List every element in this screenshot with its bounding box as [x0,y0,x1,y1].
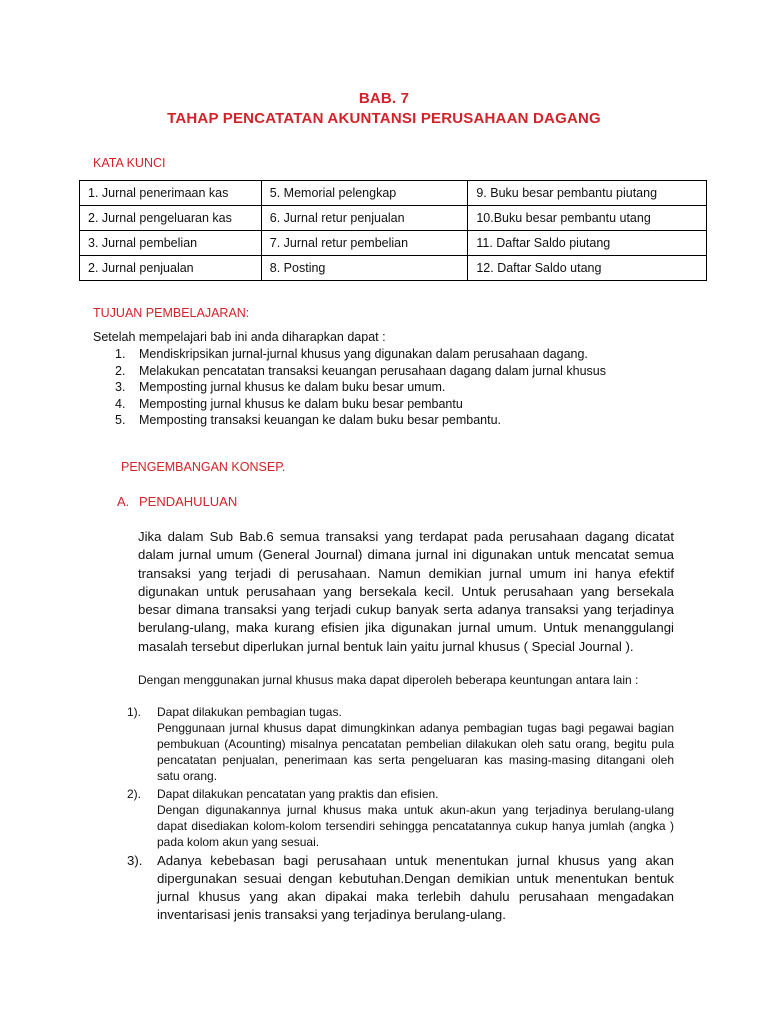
table-cell: 7. Jurnal retur pembelian [261,231,468,256]
table-cell: 3. Jurnal pembelian [80,231,262,256]
advantage-point [127,852,674,924]
point-heading: Dapat dilakukan pencatatan yang praktis dan efisien. [157,787,439,801]
list-item [93,396,606,413]
list-text: Memposting jurnal khusus ke dalam buku besar umum. [139,380,446,394]
table-cell: 11. Daftar Saldo piutang [468,231,707,256]
list-number: 5. [115,413,126,427]
table-cell: 10.Buku besar pembantu utang [468,206,707,231]
table-cell: 2. Jurnal penjualan [80,256,262,281]
list-text: Memposting transaksi keuangan ke dalam buku besar pembantu. [139,413,502,427]
section-letter: A. [117,494,130,509]
advantage-point [127,704,674,784]
table-cell: 9. Buku besar pembantu piutang [468,181,707,206]
list-text: Mendiskripsikan jurnal-jurnal khusus yang digunakan dalam perusahaan dagang. [139,347,588,361]
list-text: Memposting jurnal khusus ke dalam buku besar pembantu [139,396,463,411]
table-row [80,206,707,231]
advantages-intro: Dengan menggunakan jurnal khusus maka dapat diperoleh beberapa keuntungan antara lain : [138,673,639,687]
point-number: 1). [127,705,142,719]
table-cell: 12. Daftar Saldo utang [468,256,707,281]
table-cell: 1. Jurnal penerimaan kas [80,181,262,206]
objectives-label: TUJUAN PEMBELAJARAN: [93,306,250,320]
list-number: 1. [115,347,126,361]
list-text: Melakukan pencatatan transaksi keuangan perusahaan dagang dalam jurnal khusus [139,363,606,378]
table-cell: 8. Posting [261,256,468,281]
table-cell: 6. Jurnal retur penjualan [261,206,468,231]
table-cell: 5. Memorial pelengkap [261,181,468,206]
section-title: PENDAHULUAN [139,494,238,509]
list-number: 3. [115,380,126,394]
point-body: Penggunaan jurnal khusus dapat dimungkinkan adanya pembagian tugas bagi pegawai bagian pembukuan (Acounting) misalnya pencatatan pembelian dilakukan oleh satu orang, begitu pula pencatatan penjualan, penerimaan kas serta pengeluaran kas masing-masing ditangani oleh satu orang. [157,721,674,783]
point-body: Dengan digunakannya jurnal khusus maka untuk akun-akun yang terjadinya berulang-ulang dapat disediakan kolom-kolom tersendiri sehingga pencatatannya cukup hanya jumlah (angka ) pada kolom akun yang sesuai. [157,803,674,849]
keywords-table [79,180,707,281]
list-number: 4. [115,396,126,411]
list-number: 2. [115,363,126,378]
point-number: 3). [127,853,143,868]
objectives-list [93,346,606,429]
point-heading: Dapat dilakukan pembagian tugas. [157,705,342,719]
list-item [93,363,606,380]
table-row [80,256,707,281]
list-item [93,412,606,429]
concept-label: PENGEMBANGAN KONSEP. [121,460,286,474]
list-item [93,379,606,396]
advantage-point [127,786,674,850]
section-heading [117,494,237,509]
intro-paragraph: Jika dalam Sub Bab.6 semua transaksi yang terdapat pada perusahaan dagang dicatat dalam jurnal umum (General Journal) dimana jurnal ini digunakan untuk mencatat semua transaksi yang terjadi di perusahaan. Namun demikian jurnal umum ini hanya efektif digunakan untuk perusahaan yang bersekala kecil. Untuk perusahaan yang bersekala besar dimana transaksi yang terjadi cukup banyak serta adanya transaksi yang terjadinya berulang-ulang, maka kurang efisien jika digunakan jurnal umum. Untuk menanggulangi masalah tersebut diperlukan jurnal bentuk lain yaitu jurnal khusus ( Special Journal ). [138,529,674,654]
point-number: 2). [127,787,142,801]
table-row [80,181,707,206]
point-text: Adanya kebebasan bagi perusahaan untuk menentukan jurnal khusus yang akan dipergunakan sesuai dengan kebutuhan.Dengan demikian untuk menentukan bentuk jurnal khusus yang akan dipakai maka terlebih dahulu perusahaan mengadakan inventarisasi jenis transaksi yang terjadinya berulang-ulang. [157,853,674,922]
chapter-number: BAB. 7 [358,90,410,107]
objectives-intro: Setelah mempelajari bab ini anda diharapkan dapat : [93,330,386,344]
table-row [80,231,707,256]
list-item [93,346,606,363]
chapter-title: TAHAP PENCATATAN AKUNTANSI PERUSAHAAN DAGANG [167,110,601,127]
table-cell: 2. Jurnal pengeluaran kas [80,206,262,231]
keywords-label: KATA KUNCI [93,156,166,170]
